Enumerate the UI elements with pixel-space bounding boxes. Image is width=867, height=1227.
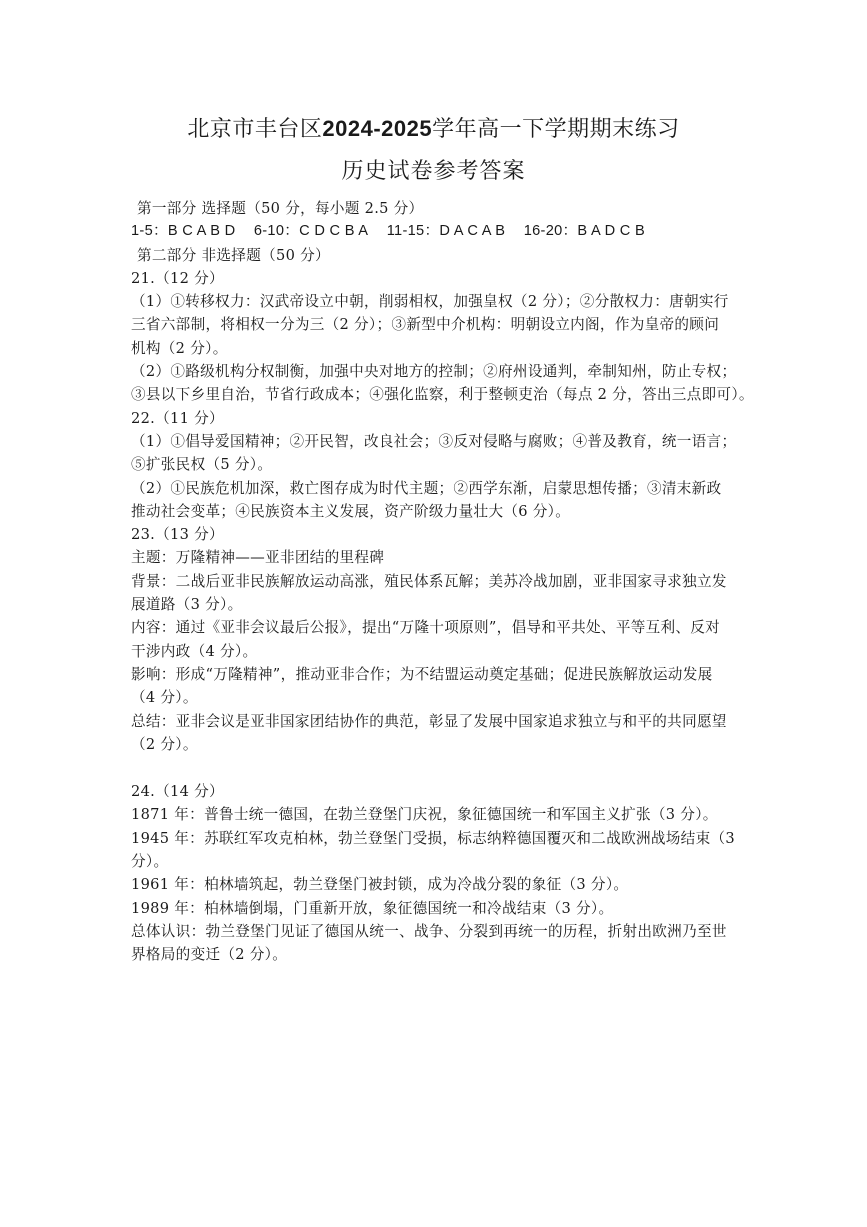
- answer-line: 23.（13 分）: [131, 526, 224, 544]
- answers-11-15: 11-15：D A C A B: [386, 223, 506, 240]
- answer-line: 内容：通过《亚非会议最后公报》，提出“万隆十项原则”，倡导和平共处、平等互利、反对: [131, 619, 721, 637]
- answer-lines: [131, 267, 754, 967]
- title-prefix: 北京市丰台区: [187, 117, 323, 142]
- answers-1-5: 1-5：B C A B D: [131, 223, 236, 240]
- answer-line: （2 分）。: [131, 735, 198, 753]
- part2-heading: 第二部分 非选择题（50 分）: [137, 246, 330, 264]
- answer-line: （2）①民族危机加深，救亡图存成为时代主题；②西学东渐，启蒙思想传播；③清末新政: [131, 479, 722, 497]
- blank-line: [131, 756, 751, 780]
- answer-line: 分）。: [131, 853, 169, 871]
- title-suffix: 学年高一下学期期末练习: [432, 117, 680, 142]
- answer-line: 总体认识：勃兰登堡门见证了德国从统一、战争、分裂到再统一的历程，折射出欧洲乃至世: [131, 922, 727, 940]
- answer-line: 影响：形成“万隆精神”，推动亚非合作；为不结盟运动奠定基础；促进民族解放运动发展: [131, 665, 713, 683]
- title-years: 2024-2025: [322, 116, 433, 141]
- answer-line: （4 分）。: [131, 689, 198, 707]
- choice-answers: [131, 220, 751, 243]
- answer-line: （1）①转移权力：汉武帝设立中朝，削弱相权，加强皇权（2 分）；②分散权力：唐朝实行: [131, 293, 729, 311]
- document-subtitle: 历史试卷参考答案: [341, 159, 526, 184]
- answer-line: （2）①路级机构分权制衡，加强中央对地方的控制；②府州设通判，牵制知州，防止专权；: [131, 363, 737, 381]
- answer-line: ③县以下乡里自治，节省行政成本；④强化监察，利于整顿吏治（每点 2 分，答出三点即可）。: [131, 386, 754, 404]
- answer-line: 1945 年：苏联红军攻克柏林，勃兰登堡门受损，标志纳粹德国覆灭和二战欧洲战场结束（3: [131, 829, 735, 847]
- answer-line: 展道路（3 分）。: [131, 596, 243, 614]
- answer-line: 背景：二战后亚非民族解放运动高涨，殖民体系瓦解；美苏冷战加剧，亚非国家寻求独立发: [131, 572, 727, 590]
- answer-line: 机构（2 分）。: [131, 339, 228, 357]
- part1-heading: 第一部分 选择题（50 分，每小题 2.5 分）: [137, 200, 424, 217]
- answer-body: [131, 197, 754, 967]
- answer-line: 界格局的变迁（2 分）。: [131, 946, 288, 964]
- answer-line: 三省六部制，将相权一分为三（2 分）；③新型中介机构：明朝设立内阁，作为皇帝的顾问: [131, 316, 720, 334]
- answer-line: 总结：亚非会议是亚非国家团结协作的典范，彰显了发展中国家追求独立与和平的共同愿望: [131, 712, 727, 730]
- answer-line: 主题：万隆精神——亚非团结的里程碑: [131, 549, 385, 567]
- answer-line: 22.（11 分）: [131, 409, 224, 427]
- answers-16-20: 16-20：B A D C B: [523, 223, 646, 240]
- answer-line: 24.（14 分）: [131, 783, 224, 801]
- answer-line: 推动社会变革；④民族资本主义发展，资产阶级力量壮大（6 分）。: [131, 502, 571, 520]
- answer-line: 21.（12 分）: [131, 269, 224, 287]
- answer-line: ⑤扩张民权（5 分）。: [131, 456, 273, 474]
- answer-line: 干涉内政（4 分）。: [131, 642, 258, 660]
- answers-6-10: 6-10：C D C B A: [253, 223, 369, 240]
- answer-line: （1）①倡导爱国精神；②开民智，改良社会；③反对侵略与腐败；④普及教育，统一语言；: [131, 432, 737, 450]
- document-title: [0, 114, 867, 145]
- answer-line: 1989 年：柏林墙倒塌，门重新开放，象征德国统一和冷战结束（3 分）。: [131, 899, 614, 917]
- answer-line: 1961 年：柏林墙筑起，勃兰登堡门被封锁，成为冷战分裂的象征（3 分）。: [131, 876, 629, 894]
- answer-line: 1871 年：普鲁士统一德国，在勃兰登堡门庆祝，象征德国统一和军国主义扩张（3 分）。: [131, 806, 718, 824]
